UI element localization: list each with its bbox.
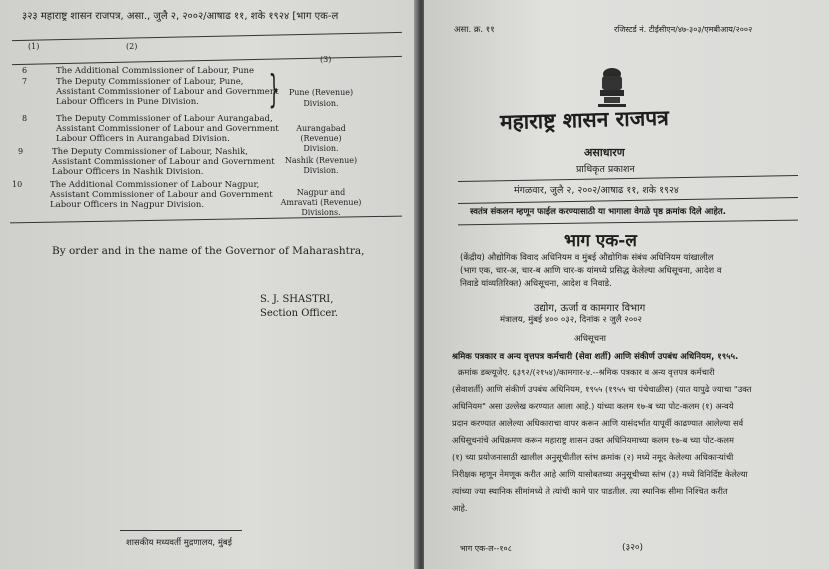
row-number: 6 bbox=[22, 66, 28, 75]
part-desc-line: निवाडे यांव्यतिरिक्त) अधिसूचना, आदेश व निवाडे. bbox=[460, 279, 612, 289]
body-line: (१) च्या प्रयोजनासाठी खालील अनुसूचीतील स्तंभ क्रमांक (२) मध्ये नमूद केलेल्या अधिकाऱ्यांची bbox=[452, 452, 734, 462]
column-header-3: (3) bbox=[320, 55, 332, 64]
rule bbox=[458, 220, 798, 226]
reg-right: रजिस्टर्ड नं. टीईसीएन/४७-३०३/एमबीआय/२००२ bbox=[614, 25, 753, 34]
division-line: Division. bbox=[303, 144, 339, 153]
row-number: 7 bbox=[22, 77, 28, 86]
row-line: The Deputy Commissioner of Labour, Nashik, bbox=[52, 147, 249, 157]
rule bbox=[458, 197, 798, 204]
part-desc-line: (भाग एक, चार-अ, चार-ब आणि चार-क यांमध्ये प्रसिद्ध केलेल्या अधिसूचना, आदेश व bbox=[460, 266, 722, 276]
page-footer-left: भाग एक-ल--१०८ bbox=[460, 544, 512, 553]
right-page bbox=[424, 0, 829, 569]
signatory-title: Section Officer. bbox=[260, 308, 339, 319]
brace: } bbox=[268, 67, 280, 111]
gazette-subtitle: असाधारण bbox=[584, 146, 625, 159]
row-line: Labour Officers in Pune Division. bbox=[56, 97, 199, 107]
body-line: अधिनियम" असा उल्लेख करण्यात आला आहे.) यांच्या कलम १७-ब च्या पोट-कलम (१) अन्वये bbox=[452, 401, 734, 411]
row-line: Assistant Commissioner of Labour and Government bbox=[56, 87, 279, 97]
notice-line: स्वतंत्र संकलन म्हणून फाईल करण्यासाठी या भागाला वेगळे पृष्ठ क्रमांक दिले आहेत. bbox=[470, 207, 726, 217]
column-header-1: (1) bbox=[28, 42, 40, 51]
notification-heading: अधिसूचना bbox=[574, 334, 606, 344]
division-line: Pune (Revenue) bbox=[288, 88, 354, 97]
page-number: (३२०) bbox=[622, 543, 644, 553]
division-line: (Revenue) bbox=[300, 134, 342, 143]
printer-footer: शासकीय मध्यवर्ती मुद्रणालय, मुंबई bbox=[126, 538, 232, 548]
row-number: 8 bbox=[22, 114, 28, 123]
rule bbox=[458, 175, 798, 182]
part-title: भाग एक-ल bbox=[564, 231, 637, 251]
column-header-2: (2) bbox=[126, 42, 138, 51]
body-line: निरीक्षक म्हणून नेमणूक करीत आहे आणि यासोबतच्या अनुसूचीच्या स्तंभ (३) मध्ये विनिर्दिष्ट केलेल्या bbox=[452, 469, 748, 479]
running-header: ३२३ महाराष्ट्र शासन राजपत्र, असा., जुलै २, २००२/आषाढ ११, शके १९२४ [भाग एक-ल bbox=[22, 11, 339, 22]
body-line: क्रमांक डब्ल्यूजेए. ६३९२/(२१५४)/कामगार-४.--श्रमिक पत्रकार व अन्य वृत्तपत्र कर्मचारी bbox=[458, 367, 715, 377]
body-line: आहे. bbox=[452, 503, 468, 513]
row-line: The Additional Commissioner of Labour Nagpur, bbox=[50, 180, 260, 190]
rule bbox=[10, 216, 402, 224]
row-line: The Additional Commissioner of Labour, Pune bbox=[56, 66, 255, 76]
division-line: Division. bbox=[303, 99, 339, 108]
row-line: Assistant Commissioner of Labour and Government bbox=[52, 157, 275, 167]
rule bbox=[12, 56, 402, 65]
division-line: Nagpur and bbox=[296, 188, 346, 197]
row-number: 9 bbox=[18, 147, 24, 156]
rule bbox=[120, 530, 242, 531]
row-line: Assistant Commissioner of Labour and Government bbox=[56, 124, 279, 134]
department-line: उद्योग, ऊर्जा व कामगार विभाग bbox=[534, 303, 646, 314]
emblem-icon bbox=[595, 66, 629, 108]
row-line: Labour Officers in Nagpur Division. bbox=[50, 200, 205, 210]
division-line: Aurangabad bbox=[296, 124, 346, 133]
address-line: मंत्रालय, मुंबई ४०० ०३२, दिनांक २ जुलै २००२ bbox=[500, 315, 642, 325]
division-line: Amravati (Revenue) bbox=[280, 198, 362, 207]
reg-left: असा. क्र. ११ bbox=[454, 25, 495, 35]
row-line: Assistant Commissioner of Labour and Government bbox=[50, 190, 273, 200]
body-line: अधिसूचनांचे अधिक्रमण करून महाराष्ट्र शासन उक्त अधिनियमाच्या कलम १७-ब च्या पोट-कलम bbox=[452, 435, 734, 445]
division-line: Nashik (Revenue) bbox=[284, 156, 358, 165]
body-line: प्रदान करण्यात आलेल्या अधिकाराचा वापर करून आणि यासंदर्भात यापूर्वी काढण्यात आलेल्या सर्व bbox=[452, 418, 744, 428]
rule bbox=[12, 32, 402, 41]
row-number: 10 bbox=[12, 180, 23, 189]
part-desc-line: (केंद्रीय) औद्योगिक विवाद अधिनियम व मुंबई औद्योगिक संबंध अधिनियम यांखालील bbox=[460, 253, 714, 263]
body-line: (सेवाशर्ती) आणि संकीर्ण उपबंध अधिनियम, १९५५ (१९५५ चा पंचेचाळीस) (यात यापुढे ज्याचा "उक्त bbox=[452, 384, 752, 394]
signatory-name: S. J. SHASTRI, bbox=[260, 294, 334, 305]
row-line: Labour Officers in Nashik Division. bbox=[52, 167, 204, 177]
gazette-title: महाराष्ट्र शासन राजपत्र bbox=[499, 105, 670, 135]
act-title: श्रमिक पत्रकार व अन्य वृत्तपत्र कर्मचारी (सेवा शर्ती) आणि संकीर्ण उपबंध अधिनियम, १९५५. bbox=[452, 352, 739, 362]
row-line: The Deputy Commissioner of Labour, Pune, bbox=[56, 77, 244, 87]
order-text: By order and in the name of the Governor of Maharashtra, bbox=[52, 245, 365, 257]
date-line: मंगळवार, जुलै २, २००२/आषाढ ११, शके १९२४ bbox=[514, 185, 679, 196]
row-line: The Deputy Commissioner of Labour Aurangabad, bbox=[56, 114, 273, 124]
division-line: Divisions. bbox=[301, 208, 341, 217]
authority-line: प्राधिकृत प्रकाशन bbox=[576, 164, 635, 175]
row-line: Labour Officers in Aurangabad Division. bbox=[56, 134, 230, 144]
body-line: त्यांच्या ज्या स्थानिक सीमांमध्ये ते त्यांची कामे पार पाडतील. त्या स्थानिक सीमा निश्चित करीत bbox=[452, 486, 728, 496]
division-line: Division. bbox=[303, 166, 339, 175]
